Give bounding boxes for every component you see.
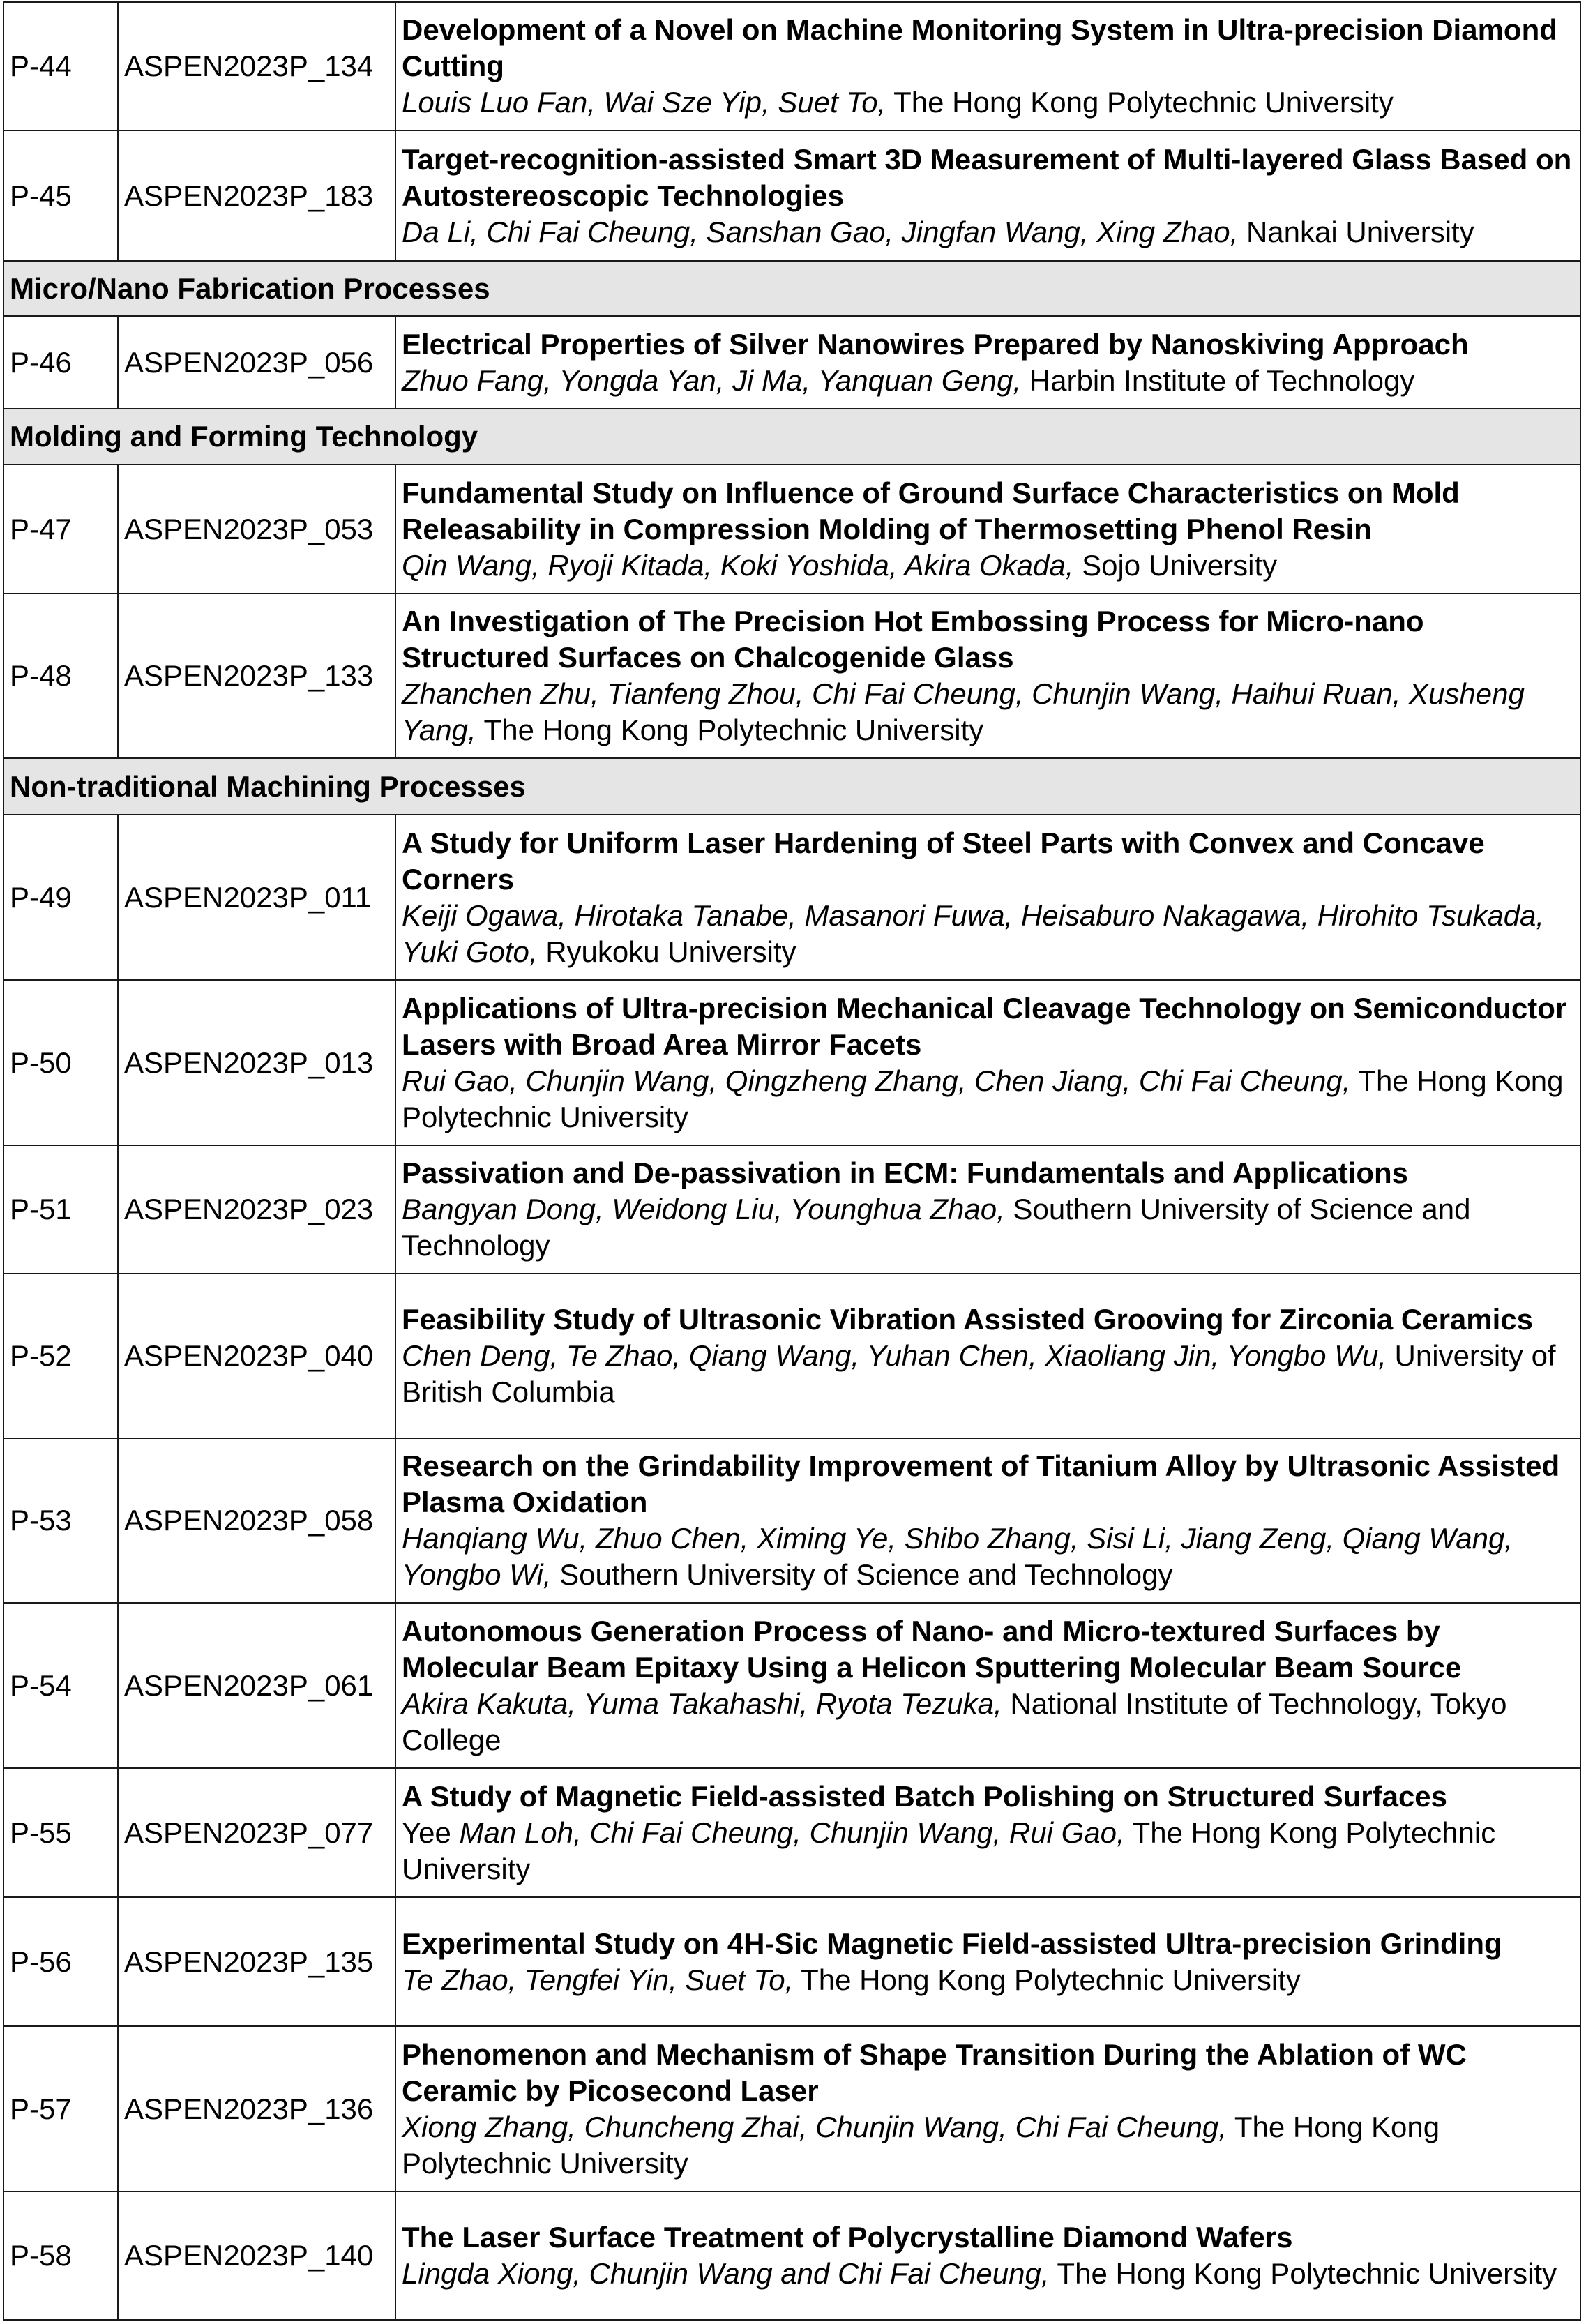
paper-row bbox=[3, 1438, 1580, 1603]
paper-info-cell bbox=[395, 1438, 1580, 1603]
section-label: Molding and Forming Technology bbox=[3, 409, 1580, 465]
paper-affiliation: Nankai University bbox=[1238, 215, 1474, 248]
paper-row bbox=[3, 1603, 1580, 1768]
paper-title: Applications of Ultra-precision Mechanical Cleavage Technology on Semiconductor Lasers with Broad Area Mirror Facets bbox=[402, 991, 1567, 1061]
paper-authors: Xiong Zhang, Chuncheng Zhai, Chunjin Wang, Chi Fai Cheung, bbox=[402, 2110, 1227, 2143]
paper-info-cell bbox=[395, 594, 1580, 758]
paper-code: ASPEN2023P_183 bbox=[118, 130, 395, 261]
paper-code: ASPEN2023P_134 bbox=[118, 2, 395, 130]
paper-title: Experimental Study on 4H-Sic Magnetic Field-assisted Ultra-precision Grinding bbox=[402, 1926, 1502, 1960]
paper-info-cell bbox=[395, 1145, 1580, 1274]
paper-affiliation: Southern University of Science and Technology bbox=[551, 1558, 1173, 1591]
paper-code: ASPEN2023P_056 bbox=[118, 316, 395, 409]
authors-line bbox=[402, 364, 1414, 397]
paper-row bbox=[3, 1768, 1580, 1897]
paper-row bbox=[3, 815, 1580, 980]
paper-code: ASPEN2023P_140 bbox=[118, 2191, 395, 2320]
paper-code: ASPEN2023P_040 bbox=[118, 1274, 395, 1438]
authors-line bbox=[402, 899, 1544, 968]
paper-row bbox=[3, 2026, 1580, 2191]
paper-row bbox=[3, 594, 1580, 758]
paper-title: Autonomous Generation Process of Nano- and Micro-textured Surfaces by Molecular Beam Epitaxy Using a Helicon Sputtering Molecular Beam Source bbox=[402, 1614, 1462, 1684]
author-prefix: Yee bbox=[402, 1816, 460, 1849]
paper-title: Fundamental Study on Influence of Ground Surface Characteristics on Mold Releasability in Compression Molding of Thermosetting Phenol Resin bbox=[402, 476, 1460, 545]
paper-authors: Keiji Ogawa, Hirotaka Tanabe, Masanori Fuwa, Heisaburo Nakagawa, Hirohito Tsukada, Yuki Goto, bbox=[402, 898, 1545, 968]
paper-info-cell bbox=[395, 2026, 1580, 2191]
paper-row bbox=[3, 316, 1580, 409]
section-header-row bbox=[3, 758, 1580, 815]
paper-code: ASPEN2023P_023 bbox=[118, 1145, 395, 1274]
authors-line bbox=[402, 1963, 1301, 1996]
poster-id: P-54 bbox=[3, 1603, 118, 1768]
paper-code: ASPEN2023P_061 bbox=[118, 1603, 395, 1768]
paper-row bbox=[3, 130, 1580, 261]
poster-id: P-56 bbox=[3, 1897, 118, 2026]
authors-line bbox=[402, 549, 1277, 582]
paper-row bbox=[3, 1145, 1580, 1274]
paper-title: Research on the Grindability Improvement of Titanium Alloy by Ultrasonic Assisted Plasma Oxidation bbox=[402, 1449, 1560, 1518]
paper-affiliation: The Hong Kong Polytechnic University bbox=[886, 86, 1394, 119]
authors-line bbox=[402, 1193, 1471, 1262]
paper-info-cell bbox=[395, 980, 1580, 1145]
poster-id: P-49 bbox=[3, 815, 118, 980]
section-header-row bbox=[3, 409, 1580, 465]
paper-row bbox=[3, 1274, 1580, 1438]
paper-code: ASPEN2023P_011 bbox=[118, 815, 395, 980]
paper-affiliation: Southern University of Science and Technology bbox=[402, 1193, 1471, 1262]
paper-authors: Da Li, Chi Fai Cheung, Sanshan Gao, Jingfan Wang, Xing Zhao, bbox=[402, 215, 1239, 248]
paper-info-cell bbox=[395, 1897, 1580, 2026]
paper-row bbox=[3, 2, 1580, 130]
poster-id: P-50 bbox=[3, 980, 118, 1145]
authors-line bbox=[402, 1522, 1513, 1591]
poster-id: P-52 bbox=[3, 1274, 118, 1438]
paper-authors: Lingda Xiong, Chunjin Wang and Chi Fai Cheung, bbox=[402, 2257, 1050, 2290]
paper-title: Development of a Novel on Machine Monitoring System in Ultra-precision Diamond Cutting bbox=[402, 13, 1557, 82]
paper-affiliation: Ryukoku University bbox=[537, 935, 796, 968]
paper-affiliation: National Institute of Technology, Tokyo College bbox=[402, 1687, 1507, 1756]
paper-authors: Zhuo Fang, Yongda Yan, Ji Ma, Yanquan Geng, bbox=[402, 363, 1022, 397]
paper-affiliation: University of British Columbia bbox=[402, 1339, 1556, 1408]
paper-authors: Hanqiang Wu, Zhuo Chen, Ximing Ye, Shibo Zhang, Sisi Li, Jiang Zeng, Qiang Wang, Yongbo Wi, bbox=[402, 1522, 1513, 1591]
paper-affiliation: The Hong Kong Polytechnic University bbox=[1049, 2257, 1557, 2290]
paper-authors: Zhanchen Zhu, Tianfeng Zhou, Chi Fai Cheung, Chunjin Wang, Haihui Ruan, Xusheng Yang, bbox=[402, 677, 1525, 746]
paper-code: ASPEN2023P_013 bbox=[118, 980, 395, 1145]
poster-id: P-51 bbox=[3, 1145, 118, 1274]
paper-info-cell bbox=[395, 2, 1580, 130]
paper-row bbox=[3, 2191, 1580, 2320]
paper-authors: Bangyan Dong, Weidong Liu, Younghua Zhao, bbox=[402, 1193, 1005, 1225]
paper-title: An Investigation of The Precision Hot Embossing Process for Micro-nano Structured Surfaces on Chalcogenide Glass bbox=[402, 605, 1424, 674]
paper-code: ASPEN2023P_133 bbox=[118, 594, 395, 758]
paper-affiliation: The Hong Kong Polytechnic University bbox=[402, 1064, 1564, 1133]
paper-title: Phenomenon and Mechanism of Shape Transition During the Ablation of WC Ceramic by Picosecond Laser bbox=[402, 2037, 1467, 2107]
paper-code: ASPEN2023P_058 bbox=[118, 1438, 395, 1603]
paper-row bbox=[3, 1897, 1580, 2026]
paper-title: Electrical Properties of Silver Nanowires Prepared by Nanoskiving Approach bbox=[402, 327, 1469, 361]
paper-info-cell bbox=[395, 316, 1580, 409]
authors-line bbox=[402, 1816, 1495, 1885]
authors-line bbox=[402, 1339, 1556, 1408]
paper-info-cell bbox=[395, 130, 1580, 261]
paper-authors: Akira Kakuta, Yuma Takahashi, Ryota Tezuka, bbox=[402, 1687, 1002, 1720]
authors-line bbox=[402, 2257, 1557, 2290]
authors-line bbox=[402, 677, 1525, 746]
poster-id: P-45 bbox=[3, 130, 118, 261]
paper-row bbox=[3, 465, 1580, 594]
paper-authors: Qin Wang, Ryoji Kitada, Koki Yoshida, Akira Okada, bbox=[402, 548, 1074, 582]
authors-line bbox=[402, 1064, 1564, 1133]
paper-info-cell bbox=[395, 465, 1580, 594]
poster-id: P-44 bbox=[3, 2, 118, 130]
poster-program-table bbox=[3, 1, 1581, 2321]
authors-line bbox=[402, 86, 1394, 119]
poster-id: P-48 bbox=[3, 594, 118, 758]
section-label: Non-traditional Machining Processes bbox=[3, 758, 1580, 815]
paper-affiliation: The Hong Kong Polytechnic University bbox=[793, 1963, 1301, 1996]
paper-code: ASPEN2023P_053 bbox=[118, 465, 395, 594]
paper-title: Target-recognition-assisted Smart 3D Measurement of Multi-layered Glass Based on Autostereoscopic Technologies bbox=[402, 142, 1572, 212]
paper-authors: Rui Gao, Chunjin Wang, Qingzheng Zhang, Chen Jiang, Chi Fai Cheung, bbox=[402, 1064, 1351, 1097]
paper-code: ASPEN2023P_136 bbox=[118, 2026, 395, 2191]
section-label: Micro/Nano Fabrication Processes bbox=[3, 261, 1580, 316]
paper-title: Passivation and De-passivation in ECM: Fundamentals and Applications bbox=[402, 1156, 1409, 1189]
paper-code: ASPEN2023P_135 bbox=[118, 1897, 395, 2026]
poster-id: P-55 bbox=[3, 1768, 118, 1897]
paper-title: A Study of Magnetic Field-assisted Batch Polishing on Structured Surfaces bbox=[402, 1779, 1448, 1813]
paper-affiliation: Harbin Institute of Technology bbox=[1021, 363, 1415, 397]
authors-line bbox=[402, 216, 1474, 248]
poster-id: P-53 bbox=[3, 1438, 118, 1603]
paper-authors: Louis Luo Fan, Wai Sze Yip, Suet To, bbox=[402, 86, 886, 119]
authors-line bbox=[402, 1687, 1507, 1756]
poster-id: P-57 bbox=[3, 2026, 118, 2191]
paper-code: ASPEN2023P_077 bbox=[118, 1768, 395, 1897]
program-table-body bbox=[3, 2, 1580, 2320]
paper-affiliation: Sojo University bbox=[1073, 548, 1278, 582]
paper-title: A Study for Uniform Laser Hardening of Steel Parts with Convex and Concave Corners bbox=[402, 826, 1485, 896]
paper-info-cell bbox=[395, 815, 1580, 980]
authors-line bbox=[402, 2111, 1440, 2180]
poster-id: P-58 bbox=[3, 2191, 118, 2320]
poster-id: P-46 bbox=[3, 316, 118, 409]
section-header-row bbox=[3, 261, 1580, 316]
paper-title: The Laser Surface Treatment of Polycrystalline Diamond Wafers bbox=[402, 2221, 1293, 2254]
paper-row bbox=[3, 980, 1580, 1145]
paper-info-cell bbox=[395, 2191, 1580, 2320]
paper-authors: Chen Deng, Te Zhao, Qiang Wang, Yuhan Chen, Xiaoliang Jin, Yongbo Wu, bbox=[402, 1339, 1387, 1372]
paper-affiliation: The Hong Kong Polytechnic University bbox=[476, 714, 984, 746]
paper-authors: Man Loh, Chi Fai Cheung, Chunjin Wang, Rui Gao, bbox=[459, 1816, 1125, 1849]
paper-info-cell bbox=[395, 1768, 1580, 1897]
paper-info-cell bbox=[395, 1603, 1580, 1768]
poster-id: P-47 bbox=[3, 465, 118, 594]
paper-affiliation: The Hong Kong Polytechnic University bbox=[402, 2110, 1440, 2180]
paper-authors: Te Zhao, Tengfei Yin, Suet To, bbox=[402, 1963, 794, 1996]
paper-info-cell bbox=[395, 1274, 1580, 1438]
paper-affiliation: The Hong Kong Polytechnic University bbox=[402, 1816, 1496, 1885]
paper-title: Feasibility Study of Ultrasonic Vibration Assisted Grooving for Zirconia Ceramics bbox=[402, 1303, 1534, 1336]
